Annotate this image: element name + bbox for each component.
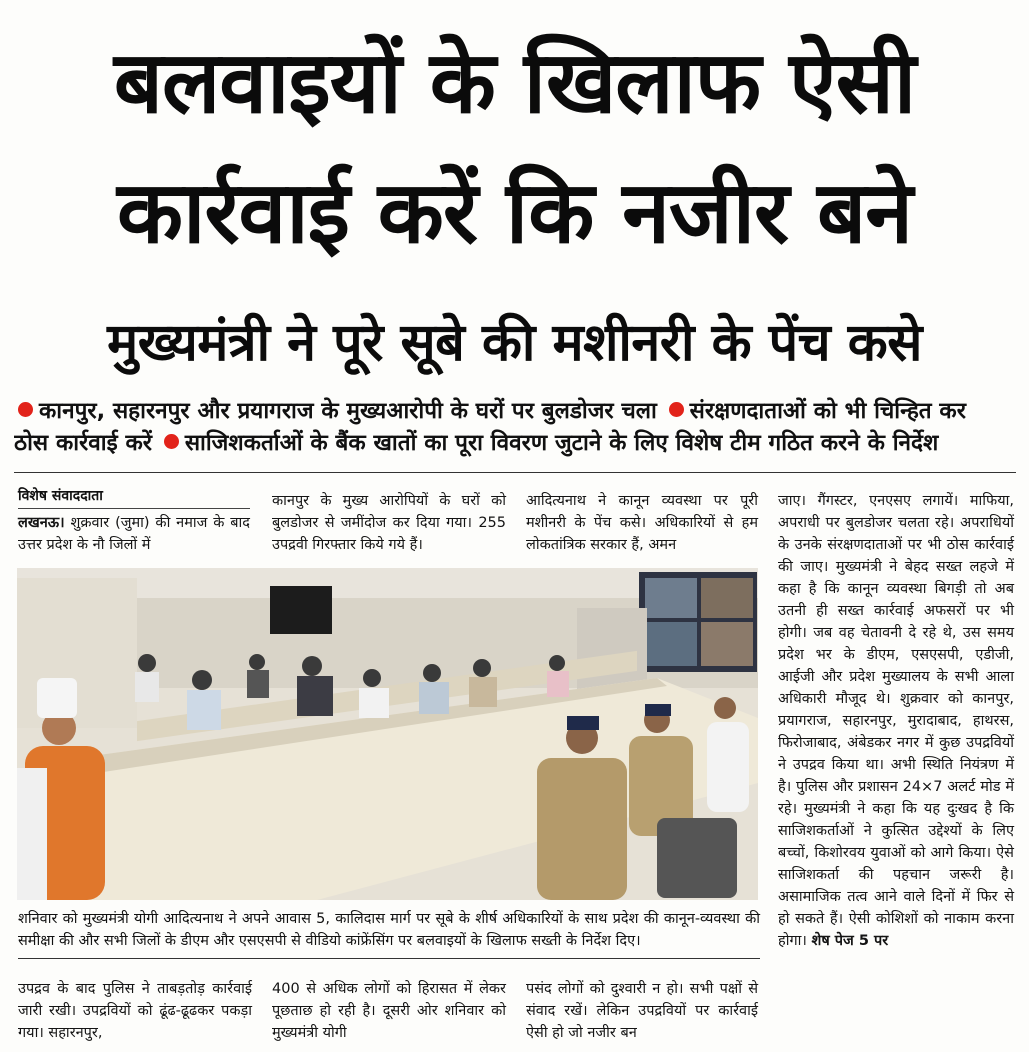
highlight-3: साजिशकर्ताओं के बैंक खातों का पूरा विवरण जुटाने के लिए विशेष टीम गठित करने के निर्देश (184, 430, 939, 456)
article-column-1-bottom: उपद्रव के बाद पुलिस ने ताबड़तोड़ कार्रवाई जारी रखी। उपद्रवियों को ढूंढ-ढूढकर पकड़ा गया। सहारनपुर, (18, 981, 252, 1041)
section-divider (14, 472, 1016, 473)
headline-line-1: बलवाइयों के खिलाफ ऐसी (113, 33, 916, 133)
article-column-1-top (18, 512, 250, 556)
bullet-dot-icon (18, 402, 33, 417)
continued-on-page-link[interactable]: शेष पेज 5 पर (811, 933, 889, 949)
dateline: लखनऊ। (18, 515, 65, 531)
highlight-2: संरक्षणदाताओं को भी चिन्हित कर (689, 398, 966, 424)
bullet-dot-icon (164, 434, 179, 449)
highlight-2-continued: ठोस कार्रवाई करें (14, 430, 152, 456)
article-column-4 (778, 490, 1014, 952)
article-column-2-bottom: 400 से अधिक लोगों को हिरासत में लेकर पूछताछ हो रही है। दूसरी ओर शनिवार को मुख्यमंत्री योगी (272, 981, 506, 1041)
article-column-3-top: आदित्यनाथ ने कानून व्यवस्था पर पूरी मशीनरी के पेंच कसे। अधिकारियों से हम लोकतांत्रिक सरकार हैं, अमन (526, 493, 758, 553)
subheading: मुख्यमंत्री ने पूरे सूबे की मशीनरी के पेंच कसे (107, 313, 922, 373)
bullet-dot-icon (669, 402, 684, 417)
byline: विशेष संवाददाता (18, 486, 250, 509)
article-column-2-top: कानपुर के मुख्य आरोपियों के घरों को बुलडोजर से जमींदोज कर दिया गया। 255 उपद्रवी गिरफ्तार किये गये हैं। (272, 493, 506, 553)
meeting-photo (17, 568, 758, 900)
headline-line-2: कार्रवाई करें कि नजीर बने (117, 163, 912, 263)
highlights-row-1 (14, 395, 1018, 427)
caption-divider (18, 958, 760, 959)
highlight-1: कानपुर, सहारनपुर और प्रयागराज के मुख्यआरोपी के घरों पर बुलडोजर चला (39, 398, 657, 424)
highlights-row-2 (14, 427, 1018, 459)
highlights (14, 395, 1018, 459)
article-column-3-bottom: पसंद लोगों को दुश्वारी न हो। सभी पक्षों से संवाद रखें। लेकिन उपद्रवियों पर कार्रवाई ऐसी हो जो नजीर बन (526, 981, 758, 1041)
photo-caption: शनिवार को मुख्यमंत्री योगी आदित्यनाथ ने अपने आवास 5, कालिदास मार्ग पर सूबे के शीर्ष अधिकारियों के साथ प्रदेश की कानून-व्यवस्था की समीक्षा की और सभी जिलों के डीएम और एसएसपी से वीडियो कांफ्रेंसिंग पर बलवाइयों के खिलाफ सख्ती के निर्देश दिए। (18, 911, 760, 949)
meeting-photo-illustration (17, 568, 758, 900)
article-text: शुक्रवार (जुमा) की नमाज के बाद उत्तर प्रदेश के नौ जिलों में (18, 515, 250, 553)
article-text: जाए। गैंगस्टर, एनएसए लगायें। माफिया, अपराधी पर बुलडोजर चलता रहे। अपराधियों के उनके संरक्षणदाताओं पर भी ठोस कार्रवाई की जाए। मुख्यमंत्री ने बेहद सख्त लहजे में कहा है कि कानून व्यवस्था बिगड़ी तो अब उतनी ही सख्त कार्रवाई अफसरों पर भी होगी। जब वह चेतावनी दे रहे थे, उस समय प्रदेश भर के डीएम, एसएसपी, एडीजी, आईजी और प्रदेश मुख्यालय के सभी आला अधिकारी मौजूद थे। शुक्रवार को कानपुर, प्रयागराज, सहारनपुर, मुरादाबाद, हाथरस, फिरोजाबाद, अंबेडकर नगर में कुछ उपद्रवियों ने उपद्रव किया था। अभी स्थिति नियंत्रण में है। पुलिस और प्रशासन 24×7 अलर्ट मोड में रहे। मुख्यमंत्री ने कहा कि यह दुःखद है कि साजिशकर्ताओं ने कुत्सित उद्देश्यों के लिए बच्चों, किशोरवय युवाओं को आगे किया। ऐसे साजिशकर्ता की पहचान जरूरी है। असामाजिक तत्व आने वाले दिनों में फिर से हो सकते हैं। ऐसी कोशिशों को नाकाम करना होगा। (778, 493, 1014, 949)
